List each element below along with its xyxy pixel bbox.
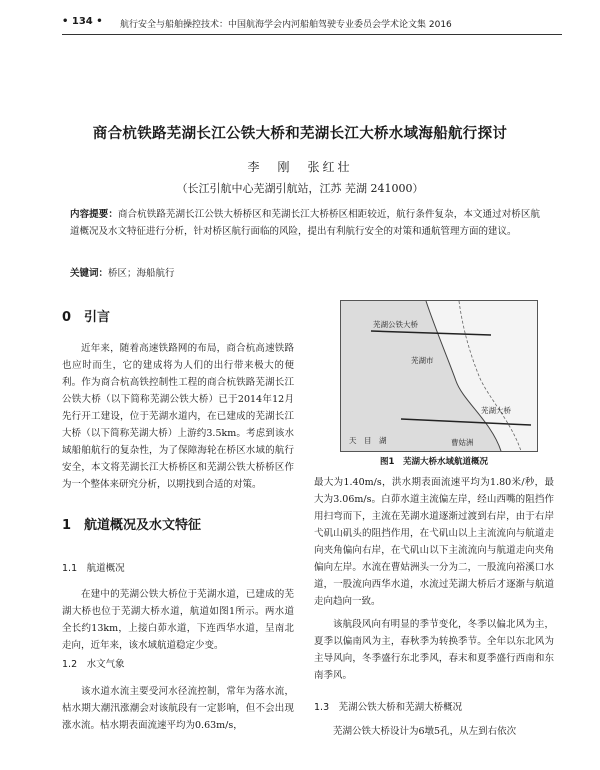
section-1-1-text: 在建中的芜湖公铁大桥位于芜湖水道，已建成的芜湖大桥也位于芜湖大桥水道，航道如图1所示。两水道全长约13km，上接白茆水道，下连西华水道，呈南北走向，近年来，该水域航道稳定少变。 <box>62 589 294 651</box>
label-bridge-2: 芜湖大桥 <box>481 406 511 415</box>
label-wharf: 曹姑洲 <box>451 438 474 447</box>
figure-1-map <box>340 300 538 452</box>
header-rule <box>62 34 562 35</box>
label-south: 天 目 湖 <box>349 436 387 445</box>
channel-map <box>341 301 537 451</box>
page-number: • 134 • <box>62 16 103 27</box>
section-1-2-wind: 该航段风向有明显的季节变化，冬季以偏北风为主，夏季以偏南风为主，春秋季为转换季节。全年以东北风为主导风向，冬季盛行东北季风，春末和夏季盛行西南和东南季风。 <box>314 619 554 681</box>
running-header <box>62 12 562 30</box>
affiliation: （长江引航中心芜湖引航站，江苏 芜湖 241000） <box>176 182 424 195</box>
section-1-2-text: 该水道水流主要受河水径流控制，常年为落水流，枯水期大潮汛涨潮会对该航段有一定影响，但不会出现涨水流。枯水期表面流速平均为0.63m/s， <box>62 686 294 731</box>
keywords <box>70 265 540 279</box>
abstract <box>70 206 540 240</box>
section-1-1-heading: 1.1 航道概况 <box>62 563 125 574</box>
section-0-heading: 0 引言 <box>62 310 111 325</box>
abstract-label: 内容提要： <box>70 209 118 220</box>
section-1-heading: 1 航道概况及水文特征 <box>62 518 202 533</box>
keywords-text: 桥区；海船航行 <box>108 268 175 279</box>
section-1-2-continued: 最大为1.40m/s，洪水期表面流速平均为1.80米/秒，最大为3.06m/s。白茆水道主流偏左岸，经山西嘴的阻挡作用扫弯而下，主流在芜湖水道逐渐过渡到右岸，由于右岸弋矶山矶头的阻挡作用，在弋矶山以上主流流向与航道走向夹角偏向右岸，在弋矶山以下主流流向与航道走向夹角偏向左岸。水流在曹姑洲头一分为二，一股流向裕溪口水道，一股流向西华水道，水流过芜湖大桥后才逐渐与航道走向趋向一致。 <box>314 477 554 607</box>
paper-title: 商合杭铁路芜湖长江公铁大桥和芜湖长江大桥水域海船航行探讨 <box>92 126 508 142</box>
label-bridge-1: 芜湖公铁大桥 <box>373 320 418 329</box>
label-city: 芜湖市 <box>411 356 434 365</box>
section-0-text: 近年来，随着高速铁路网的布局，商合杭高速铁路也应时而生，它的建成将为人们的出行带来极大的便利。作为商合杭高铁控制性工程的商合杭铁路芜湖长江公铁大桥（以下简称芜湖公铁大桥）已于2014年12月先行开工建设，位于芜湖水道内，在已建成的芜湖长江大桥（以下简称芜湖大桥）上游约3.5km。考虑到该水域船舶航行的复杂性，为了保障海轮在桥区水域的航行安全，本文将芜湖长江大桥桥区和芜湖公铁大桥桥区作为一个整体来研究分析，以期找到合适的对策。 <box>62 343 294 490</box>
abstract-text: 商合杭铁路芜湖长江公铁大桥桥区和芜湖长江大桥桥区相距较近，航行条件复杂，本文通过对桥区航道概况及水文特征进行分析，针对桥区航行面临的风险，提出有利航行安全的对策和通航管理方面的建议。 <box>70 209 540 237</box>
journal-title: 航行安全与船舶操控技术：中国航海学会内河船舶驾驶专业委员会学术论文集 2016 <box>120 20 452 30</box>
section-1-3-heading: 1.3 芜湖公铁大桥和芜湖大桥概况 <box>314 702 463 713</box>
section-1-3-text: 芜湖公铁大桥设计为6墩5孔，从左到右依次 <box>333 726 517 737</box>
figure-1-caption: 图1 芜湖大桥水域航道概况 <box>380 457 488 467</box>
section-1-2-heading: 1.2 水文气象 <box>62 659 125 670</box>
keywords-label: 关键词： <box>70 268 109 279</box>
authors: 李 刚 张红壮 <box>247 160 353 174</box>
